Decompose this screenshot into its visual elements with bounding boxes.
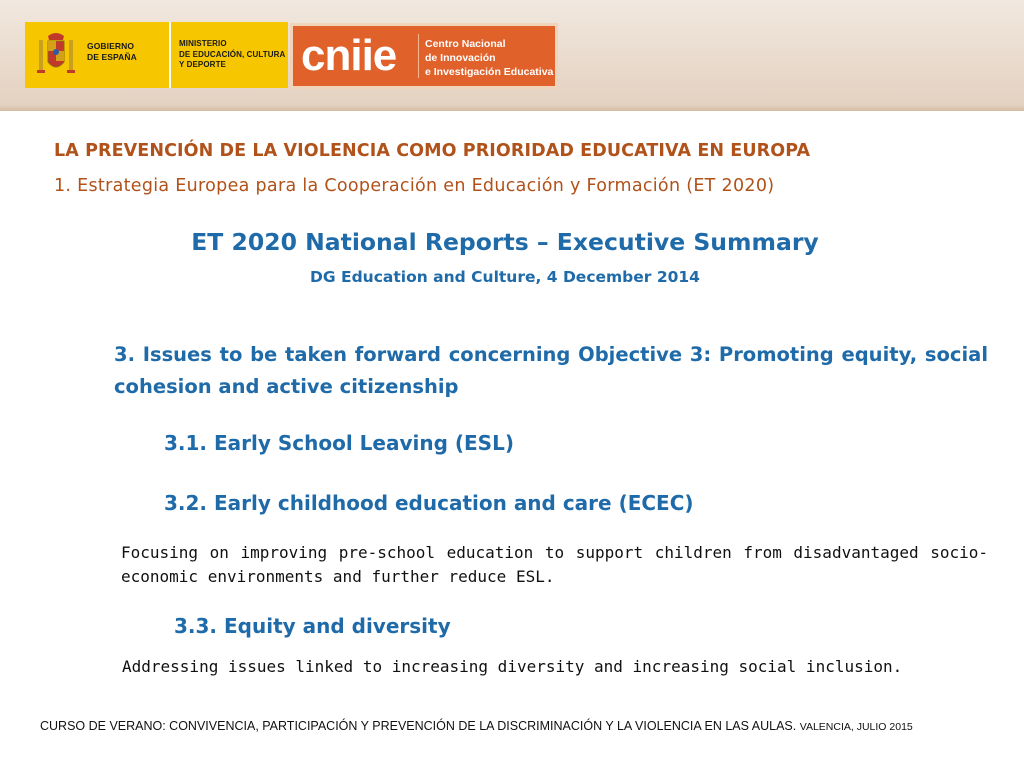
- item-heading-ecec: 3.2. Early childhood education and care (ECEC): [164, 491, 694, 515]
- slide-subtitle: 1. Estrategia Europea para la Cooperación en Educación y Formación (ET 2020): [54, 176, 775, 196]
- report-title: ET 2020 National Reports – Executive Summary: [191, 228, 819, 256]
- report-subtitle: DG Education and Culture, 4 December 2014: [310, 268, 700, 286]
- gobierno-logo: [25, 22, 288, 88]
- ministerio-text: MINISTERIO DE EDUCACIÓN, CULTURA Y DEPORTE: [179, 39, 286, 69]
- footer-course: CURSO DE VERANO: CONVIVENCIA, PARTICIPACIÓN Y PREVENCIÓN DE LA DISCRIMINACIÓN Y LA VIOLENCIA EN LAS AULAS.: [40, 719, 797, 733]
- item-text-equity: Addressing issues linked to increasing diversity and increasing social inclusion.: [122, 657, 903, 676]
- slide-title: LA PREVENCIÓN DE LA VIOLENCIA COMO PRIORIDAD EDUCATIVA EN EUROPA: [54, 141, 811, 161]
- footer-location-date: VALENCIA, JULIO 2015: [799, 721, 913, 733]
- item-heading-esl: 3.1. Early School Leaving (ESL): [164, 431, 514, 455]
- slide-footer: [40, 719, 913, 733]
- item-text-ecec: Focusing on improving pre-school education to support children from disadvantaged socio-economic environments and further reduce ESL.: [121, 543, 988, 586]
- header-band: [0, 0, 1024, 111]
- cniie-logo: [290, 23, 558, 89]
- cniie-divider: [418, 34, 419, 78]
- gobierno-text: GOBIERNO DE ESPAÑA: [87, 41, 137, 62]
- cniie-description: Centro Nacional de Innovación e Investigación Educativa: [425, 38, 554, 78]
- logo-divider: [169, 22, 171, 88]
- section-heading: 3. Issues to be taken forward concerning Objective 3: Promoting equity, social cohesion and active citizenship: [114, 343, 988, 398]
- cniie-wordmark: cniie: [301, 31, 397, 80]
- item-heading-equity: 3.3. Equity and diversity: [174, 614, 451, 638]
- coat-of-arms-icon: [36, 30, 76, 80]
